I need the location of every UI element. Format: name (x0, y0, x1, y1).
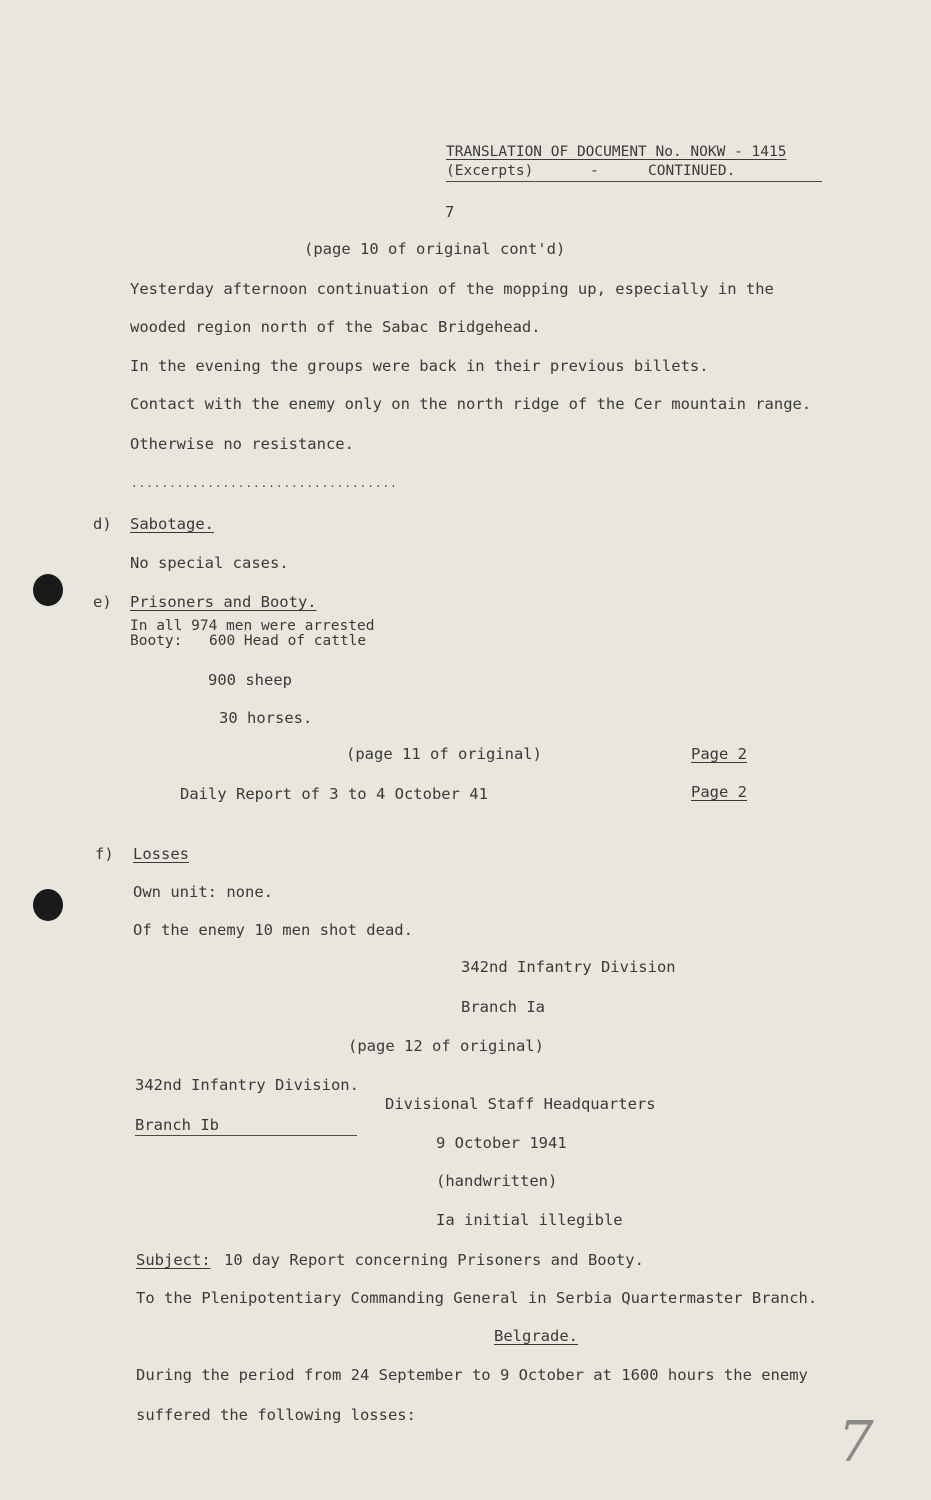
dotted-separator: ................................... (131, 477, 398, 490)
booty-horses: 30 horses. (219, 709, 313, 727)
body-line-1: Yesterday afternoon continuation of the mopping up, especially in the (130, 280, 774, 298)
letterhead-division: 342nd Infantry Division. (135, 1076, 359, 1094)
body-line-2: wooded region north of the Sabac Bridgehead. (130, 318, 541, 336)
booty-label: Booty: (130, 633, 183, 649)
section-f-title: Losses (133, 845, 189, 863)
letterhead-hq: Divisional Staff Headquarters (385, 1095, 656, 1113)
subject-label: Subject: (136, 1251, 211, 1269)
losses-enemy: Of the enemy 10 men shot dead. (133, 921, 413, 939)
page-11-note: (page 11 of original) (346, 745, 542, 763)
doc-header-excerpts: (Excerpts) (446, 163, 534, 179)
page-12-note: (page 12 of original) (348, 1037, 544, 1055)
addressee-line: To the Plenipotentiary Commanding General in Serbia Quartermaster Branch. (136, 1289, 818, 1307)
city-line: Belgrade. (494, 1327, 578, 1345)
letterhead-date: 9 October 1941 (436, 1134, 567, 1152)
body-line-3: In the evening the groups were back in their previous billets. (130, 357, 709, 375)
section-e-letter: e) (93, 593, 112, 611)
signature-division: 342nd Infantry Division (461, 958, 676, 976)
section-d-text: No special cases. (130, 554, 289, 572)
body-line-5: Otherwise no resistance. (130, 435, 354, 453)
page-11-right-ref: Page 2 (691, 745, 747, 763)
booty-sheep: 900 sheep (208, 671, 292, 689)
closing-line-1: During the period from 24 September to 9 October at 1600 hours the enemy (136, 1366, 808, 1384)
punch-hole-bottom (33, 889, 63, 921)
arrested-line: In all 974 men were arrested (130, 618, 375, 634)
letterhead-handwritten: (handwritten) (436, 1172, 558, 1190)
doc-header-continued: CONTINUED. (648, 163, 736, 179)
booty-cattle: 600 Head of cattle (209, 633, 367, 649)
punch-hole-top (33, 574, 63, 606)
doc-header-dash: - (590, 163, 599, 179)
section-e-title: Prisoners and Booty. (130, 593, 317, 611)
losses-own-unit: Own unit: none. (133, 883, 273, 901)
doc-header-title: TRANSLATION OF DOCUMENT No. NOKW - 1415 (446, 144, 787, 160)
section-d-letter: d) (93, 515, 112, 533)
subject-text: 10 day Report concerning Prisoners and Booty. (224, 1251, 644, 1269)
letterhead-branch-underline (135, 1135, 357, 1136)
section-f-letter: f) (95, 845, 114, 863)
daily-report-right-ref: Page 2 (691, 783, 747, 801)
daily-report-line: Daily Report of 3 to 4 October 41 (180, 785, 488, 803)
letterhead-branch: Branch Ib (135, 1116, 219, 1134)
letterhead-initial: Ia initial illegible (436, 1211, 623, 1229)
page-number: 7 (445, 203, 455, 221)
signature-branch: Branch Ia (461, 998, 545, 1016)
handwritten-page-mark: 7 (838, 1410, 874, 1475)
header-underline (446, 181, 822, 182)
section-d-title: Sabotage. (130, 515, 214, 533)
page-10-note: (page 10 of original cont'd) (304, 240, 566, 258)
body-line-4: Contact with the enemy only on the north ridge of the Cer mountain range. (130, 395, 812, 413)
closing-line-2: suffered the following losses: (136, 1406, 416, 1424)
